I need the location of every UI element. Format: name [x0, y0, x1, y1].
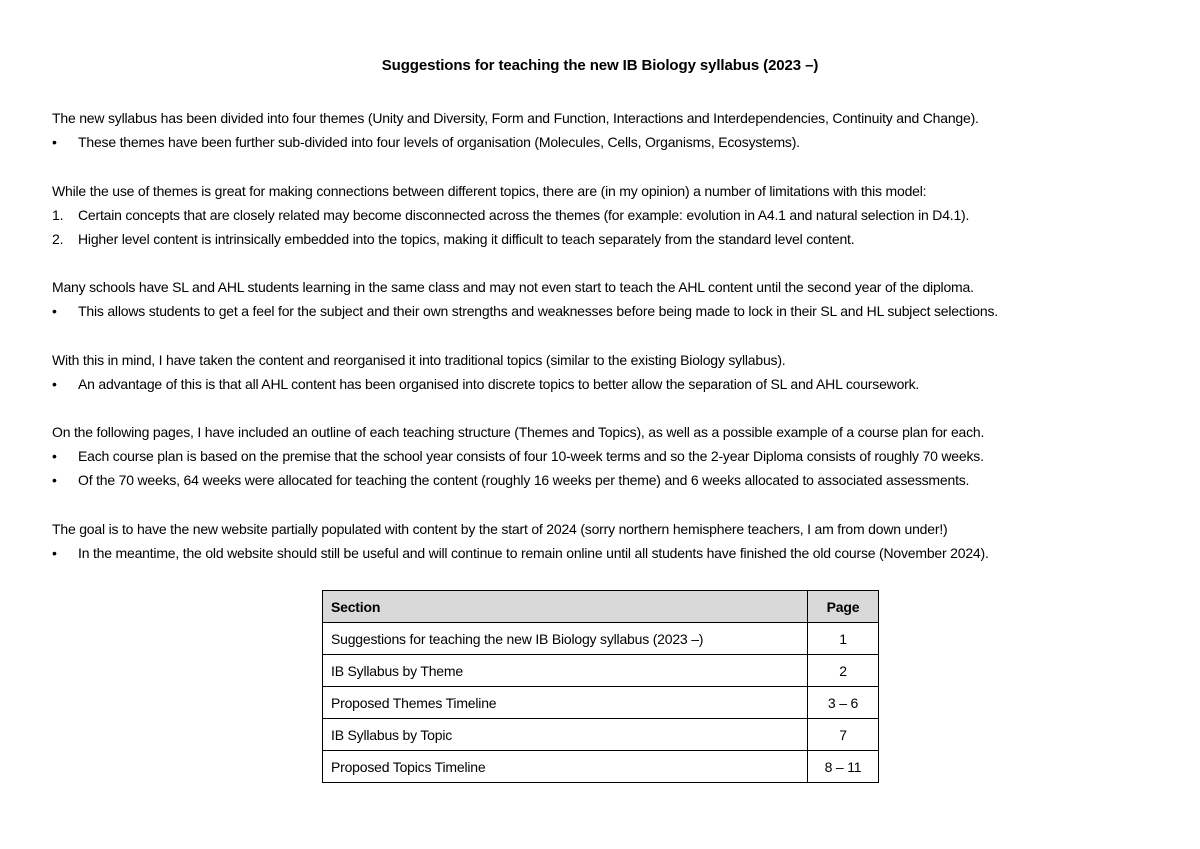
table-of-contents [322, 590, 879, 783]
table-row [323, 719, 879, 751]
numbered-item [52, 203, 1172, 227]
list-number: 1. [52, 206, 64, 223]
bullet-text: Each course plan is based on the premise that the school year consists of four 10-week terms and so the 2-year Diploma consists of roughly 70 weeks. [78, 448, 984, 464]
numbered-item [52, 227, 1172, 251]
bullet-text: In the meantime, the old website should still be useful and will continue to remain online until all students have finished the old course (November 2024). [78, 544, 989, 561]
document-body [52, 106, 1172, 565]
bullet-text: An advantage of this is that all AHL content has been organised into discrete topics to better allow the separation of SL and AHL coursework. [78, 375, 920, 392]
paragraph: Many schools have SL and AHL students learning in the same class and may not even start to teach the AHL content until the second year of the diploma. [52, 279, 974, 295]
bullet-item [52, 372, 1172, 396]
toc-page-cell: 2 [808, 655, 879, 687]
toc-page-cell: 3 – 6 [808, 687, 879, 719]
toc-section-cell: IB Syllabus by Theme [323, 655, 808, 687]
spacer [52, 492, 1172, 517]
toc-page-cell: 1 [808, 623, 879, 655]
toc-page-cell: 8 – 11 [808, 751, 879, 783]
toc-page-cell: 7 [808, 719, 879, 751]
table-row [323, 623, 879, 655]
document-title: Suggestions for teaching the new IB Biology syllabus (2023 –) [381, 57, 819, 74]
toc-header-section: Section [323, 591, 808, 623]
bullet-text: Of the 70 weeks, 64 weeks were allocated for teaching the content (roughly 16 weeks per theme) and 6 weeks allocated to associated assessments. [78, 472, 970, 488]
toc-section-cell: Proposed Themes Timeline [323, 687, 808, 719]
bullet-item [52, 541, 1172, 565]
bullet-item [52, 468, 1172, 492]
numbered-text: Certain concepts that are closely related may become disconnected across the themes (for example: evolution in A4.1 and natural selection in D4.1). [78, 206, 970, 223]
bullet-item [52, 299, 1172, 323]
bullet-text: These themes have been further sub-divided into four levels of organisation (Molecules, Cells, Organisms, Ecosystems). [78, 134, 800, 150]
paragraph: On the following pages, I have included an outline of each teaching structure (Themes and Topics), as well as a possible example of a course plan for each. [52, 424, 985, 440]
paragraph: The new syllabus has been divided into four themes (Unity and Diversity, Form and Function, Interactions and Interdependencies, Continuity and Change). [52, 110, 979, 126]
bullet-icon [52, 468, 74, 492]
toc-section-cell: Proposed Topics Timeline [323, 751, 808, 783]
toc-section-cell: IB Syllabus by Topic [323, 719, 808, 751]
bullet-text: This allows students to get a feel for the subject and their own strengths and weaknesses before being made to lock in their SL and HL subject selections. [78, 303, 998, 319]
bullet-icon [52, 130, 74, 154]
paragraph: The goal is to have the new website partially populated with content by the start of 2024 (sorry northern hemisphere teachers, I am from down under!) [52, 520, 948, 537]
table-row [323, 687, 879, 719]
toc-section-cell: Suggestions for teaching the new IB Biology syllabus (2023 –) [323, 623, 808, 655]
numbered-text: Higher level content is intrinsically embedded into the topics, making it difficult to teach separately from the standard level content. [78, 230, 855, 247]
bullet-item [52, 130, 1172, 154]
bullet-icon [52, 372, 74, 396]
table-row [323, 655, 879, 687]
bullet-icon [52, 299, 74, 323]
spacer [52, 396, 1172, 421]
paragraph: With this in mind, I have taken the content and reorganised it into traditional topics (similar to the existing Biology syllabus). [52, 351, 786, 368]
bullet-icon [52, 444, 74, 468]
list-number: 2. [52, 230, 64, 247]
bullet-icon [52, 541, 74, 565]
toc-header-row [323, 591, 879, 623]
toc-header-page: Page [808, 591, 879, 623]
spacer [52, 251, 1172, 276]
spacer [52, 154, 1172, 179]
table-row [323, 751, 879, 783]
spacer [52, 323, 1172, 348]
paragraph: While the use of themes is great for making connections between different topics, there are (in my opinion) a number of limitations with this model: [52, 182, 927, 199]
bullet-item [52, 444, 1172, 468]
